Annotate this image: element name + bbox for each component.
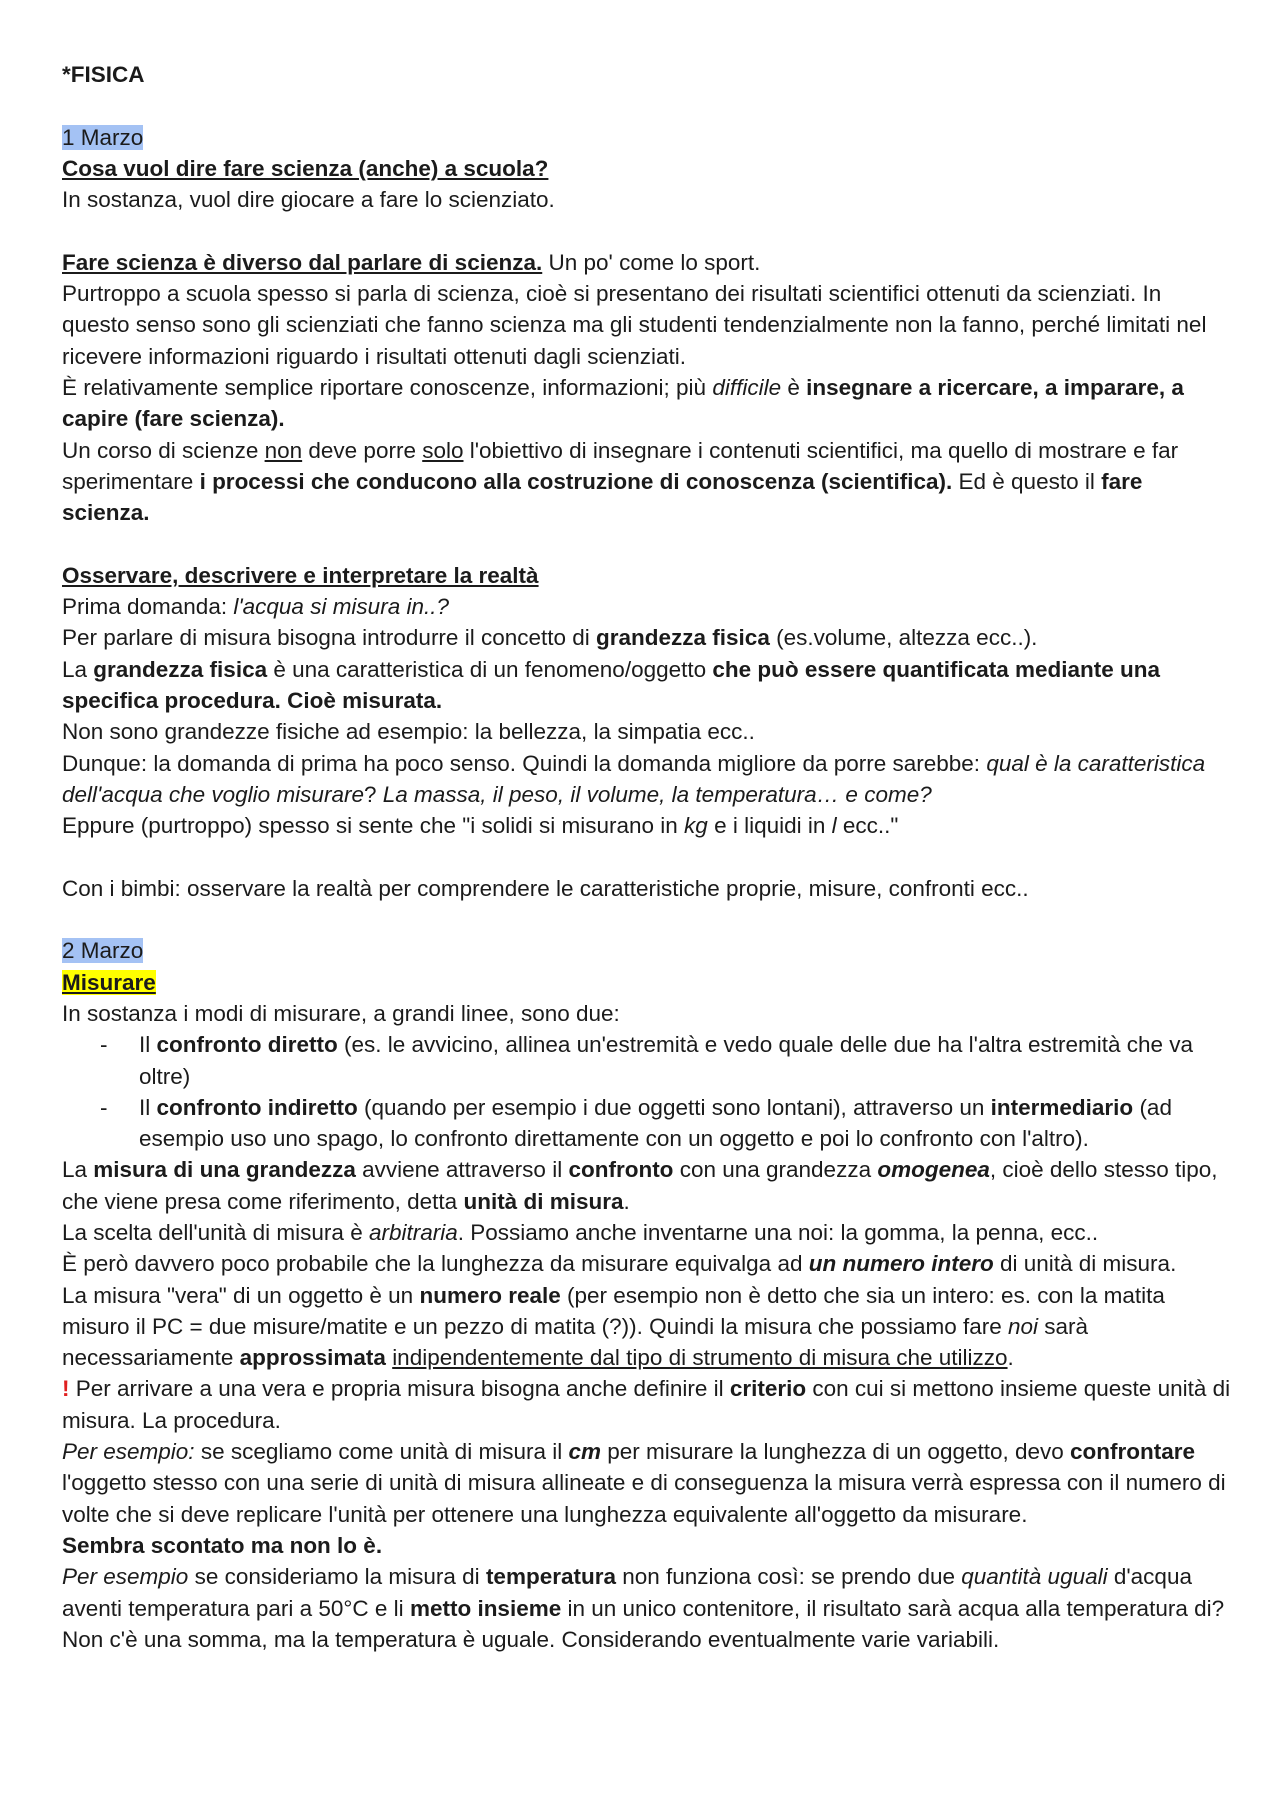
underlined-text: solo (422, 437, 464, 463)
text: sarà necessariamente (62, 1313, 1089, 1371)
italic-text: Per esempio (62, 1564, 189, 1590)
text: . (623, 1188, 630, 1214)
text: È relativamente semplice riportare conoscenze, informazioni; più (62, 374, 713, 400)
text: Eppure (purtroppo) spesso si sente che "i solidi si misurano in (62, 813, 685, 839)
paragraph: In sostanza, vuol dire giocare a fare lo scienziato. (62, 187, 555, 213)
paragraph (62, 1561, 1232, 1624)
bold-text: grandezza fisica (93, 656, 268, 682)
bold-text: unità di misura (463, 1188, 624, 1214)
paragraph (62, 810, 1232, 841)
paragraph: Non c'è una somma, ma la temperatura è uguale. Considerando eventualmente varie variabili. (62, 1626, 1000, 1652)
bold-text: intermediario (990, 1094, 1134, 1120)
text: se scegliamo come unità di misura il (194, 1439, 569, 1465)
dash-bullet: - (100, 1094, 108, 1120)
bold-text: grandezza fisica (596, 625, 770, 651)
bold-italic-text: un numero intero (808, 1251, 994, 1277)
text: Per parlare di misura bisogna introdurre il concetto di (62, 625, 597, 651)
paragraph (62, 372, 1232, 435)
bold-text: approssimata (239, 1345, 386, 1371)
bold-italic-text: omogenea (877, 1157, 990, 1183)
text: . (1007, 1345, 1014, 1371)
section-1-marzo (62, 122, 1232, 936)
date-label: 1 Marzo (62, 124, 144, 150)
exclamation-mark: ! (62, 1376, 70, 1402)
date-label: 2 Marzo (62, 938, 144, 964)
bold-italic-text: cm (568, 1439, 601, 1465)
section-heading: Cosa vuol dire fare scienza (anche) a scuola? (62, 155, 549, 181)
text: ? (363, 781, 383, 807)
text: l'obiettivo di insegnare i contenuti scientifici, ma quello di mostrare e far sperimentare (62, 437, 1179, 494)
text: (ad esempio uso uno spago, lo confronto direttamente con un oggetto e poi lo confronto con l'altro). (139, 1094, 1172, 1152)
list-item (100, 1029, 1232, 1092)
text: è (781, 374, 807, 400)
text: d'acqua aventi temperatura pari a 50°C e li (62, 1564, 1192, 1621)
spacer (62, 90, 1232, 121)
text: (quando per esempio i due oggetti sono lontani), attraverso un (357, 1094, 991, 1120)
paragraph (62, 622, 1232, 653)
document-title: *FISICA (62, 62, 145, 87)
spacer (62, 841, 1232, 872)
italic-text: Per esempio: (62, 1439, 195, 1465)
text: , cioè dello stesso tipo, che viene presa come riferimento, detta (62, 1157, 1218, 1214)
text: Il (139, 1094, 157, 1120)
text: non funziona così: se prendo due (615, 1564, 962, 1590)
spacer (62, 215, 1232, 246)
paragraph (62, 1373, 1232, 1436)
bold-text: confronto (568, 1157, 674, 1183)
text: La (62, 1157, 94, 1183)
text: di unità di misura. (993, 1251, 1177, 1277)
paragraph (62, 1217, 1232, 1248)
italic-text: La massa, il peso, il volume, la temperatura… e come? (382, 781, 932, 807)
bold-text: i processi che conducono alla costruzione di conoscenza (scientifica). (199, 468, 953, 494)
paragraph: Con i bimbi: osservare la realtà per comprendere le caratteristiche proprie, misure, confronti ecc.. (62, 875, 1029, 901)
paragraph (62, 654, 1232, 717)
text: È però davvero poco probabile che la lunghezza da misurare equivalga ad (62, 1251, 809, 1277)
text: è una caratteristica di un fenomeno/oggetto (267, 656, 713, 682)
italic-text: arbitraria (368, 1219, 458, 1245)
text: in un unico contenitore, il risultato sarà acqua alla temperatura di? (561, 1595, 1225, 1621)
spacer (62, 904, 1232, 935)
text: per misurare la lunghezza di un oggetto, devo (601, 1439, 1071, 1465)
text: avviene attraverso il (355, 1157, 569, 1183)
section-heading: Misurare (62, 969, 156, 995)
text: ecc.." (836, 813, 899, 839)
text: Dunque: la domanda di prima ha poco senso. Quindi la domanda migliore da porre sarebbe: (62, 750, 987, 776)
bold-text: metto insieme (409, 1595, 562, 1621)
paragraph (62, 1248, 1232, 1279)
text: se consideriamo la misura di (188, 1564, 486, 1590)
underlined-text: indipendentemente dal tipo di strumento di misura che utilizzo (392, 1345, 1008, 1371)
text: La (62, 656, 94, 682)
text: (es. le avvicino, allinea un'estremità e vedo quale delle due ha l'altra estremità che va oltre) (139, 1032, 1194, 1089)
text: l'oggetto stesso con una serie di unità di misura allineate e di conseguenza la misura verrà espressa con il numero di volte che si deve replicare l'unità per ottenere una lunghezza equivalente all'oggetto da misurare. (62, 1470, 1226, 1527)
dash-bullet: - (100, 1032, 108, 1058)
text: (per esempio non è detto che sia un intero: es. con la matita misuro il PC = due misure/matite e un pezzo di matita (?)). Quindi la misura che possiamo fare (62, 1282, 1165, 1339)
paragraph: Sembra scontato ma non lo è. (62, 1532, 383, 1558)
italic-text: difficile (712, 374, 782, 400)
paragraph (62, 1280, 1232, 1374)
paragraph (62, 435, 1232, 529)
text: Per arrivare a una vera e propria misura bisogna anche definire il (69, 1376, 730, 1402)
text: deve porre (302, 437, 423, 463)
text: Il (139, 1032, 157, 1058)
italic-text: kg (684, 813, 708, 839)
bold-text: criterio (729, 1376, 807, 1402)
bold-text: fare scienza. (62, 468, 1143, 526)
bold-text: confronto diretto (156, 1032, 338, 1058)
text: e i liquidi in (707, 813, 832, 839)
bold-underlined-text: Fare scienza è diverso dal parlare di scienza. (62, 249, 543, 275)
bold-text: confronto indiretto (156, 1094, 358, 1120)
italic-text: l'acqua si misura in..? (233, 594, 449, 620)
bullet-list (62, 1029, 1232, 1154)
paragraph (62, 1154, 1232, 1217)
italic-text: l (831, 813, 837, 839)
bold-text: misura di una grandezza (93, 1157, 356, 1183)
spacer (62, 528, 1232, 559)
text: Un po' come lo sport. (542, 249, 761, 275)
paragraph: Non sono grandezze fisiche ad esempio: la bellezza, la simpatia ecc.. (62, 719, 755, 745)
paragraph (62, 247, 1232, 278)
text: La scelta dell'unità di misura è (62, 1219, 369, 1245)
text: (es.volume, altezza ecc..). (769, 625, 1038, 651)
text: Prima domanda: (62, 594, 234, 620)
paragraph (62, 1436, 1232, 1530)
text: con cui si mettono insieme queste unità di misura. La procedura. (62, 1376, 1231, 1433)
italic-text: quantità uguali (961, 1564, 1108, 1590)
bold-text: temperatura (485, 1564, 616, 1590)
paragraph: In sostanza i modi di misurare, a grandi linee, sono due: (62, 1000, 620, 1026)
paragraph: Purtroppo a scuola spesso si parla di scienza, cioè si presentano dei risultati scientifici ottenuti da scienziati. In questo senso sono gli scienziati che fanno scienza ma gli studenti tendenzialmente non la fanno, perché limitati nel ricevere informazioni riguardo i risultati ottenuti dagli scienziati. (62, 281, 1207, 369)
italic-text: qual è la caratteristica dell'acqua che voglio misurare (62, 750, 1206, 807)
paragraph (62, 748, 1232, 811)
bold-text: numero reale (419, 1282, 561, 1308)
bold-text: insegnare a ricercare, a imparare, a capire (fare scienza). (62, 374, 1184, 432)
text: . Possiamo anche inventarne una noi: la gomma, la penna, ecc.. (457, 1219, 1099, 1245)
text: Un corso di scienze (62, 437, 265, 463)
section-2-marzo (62, 935, 1232, 1655)
paragraph (62, 591, 1232, 622)
bold-text: che può essere quantificata mediante una specifica procedura. Cioè misurata. (62, 656, 1161, 713)
italic-text: noi (1008, 1313, 1039, 1339)
subsection-heading: Osservare, descrivere e interpretare la realtà (62, 562, 539, 588)
text: Ed è questo il (952, 468, 1102, 494)
underlined-text: non (264, 437, 303, 463)
list-item (100, 1092, 1232, 1155)
bold-text: confrontare (1070, 1439, 1196, 1465)
text: con una grandezza (673, 1157, 878, 1183)
text: La misura "vera" di un oggetto è un (62, 1282, 420, 1308)
